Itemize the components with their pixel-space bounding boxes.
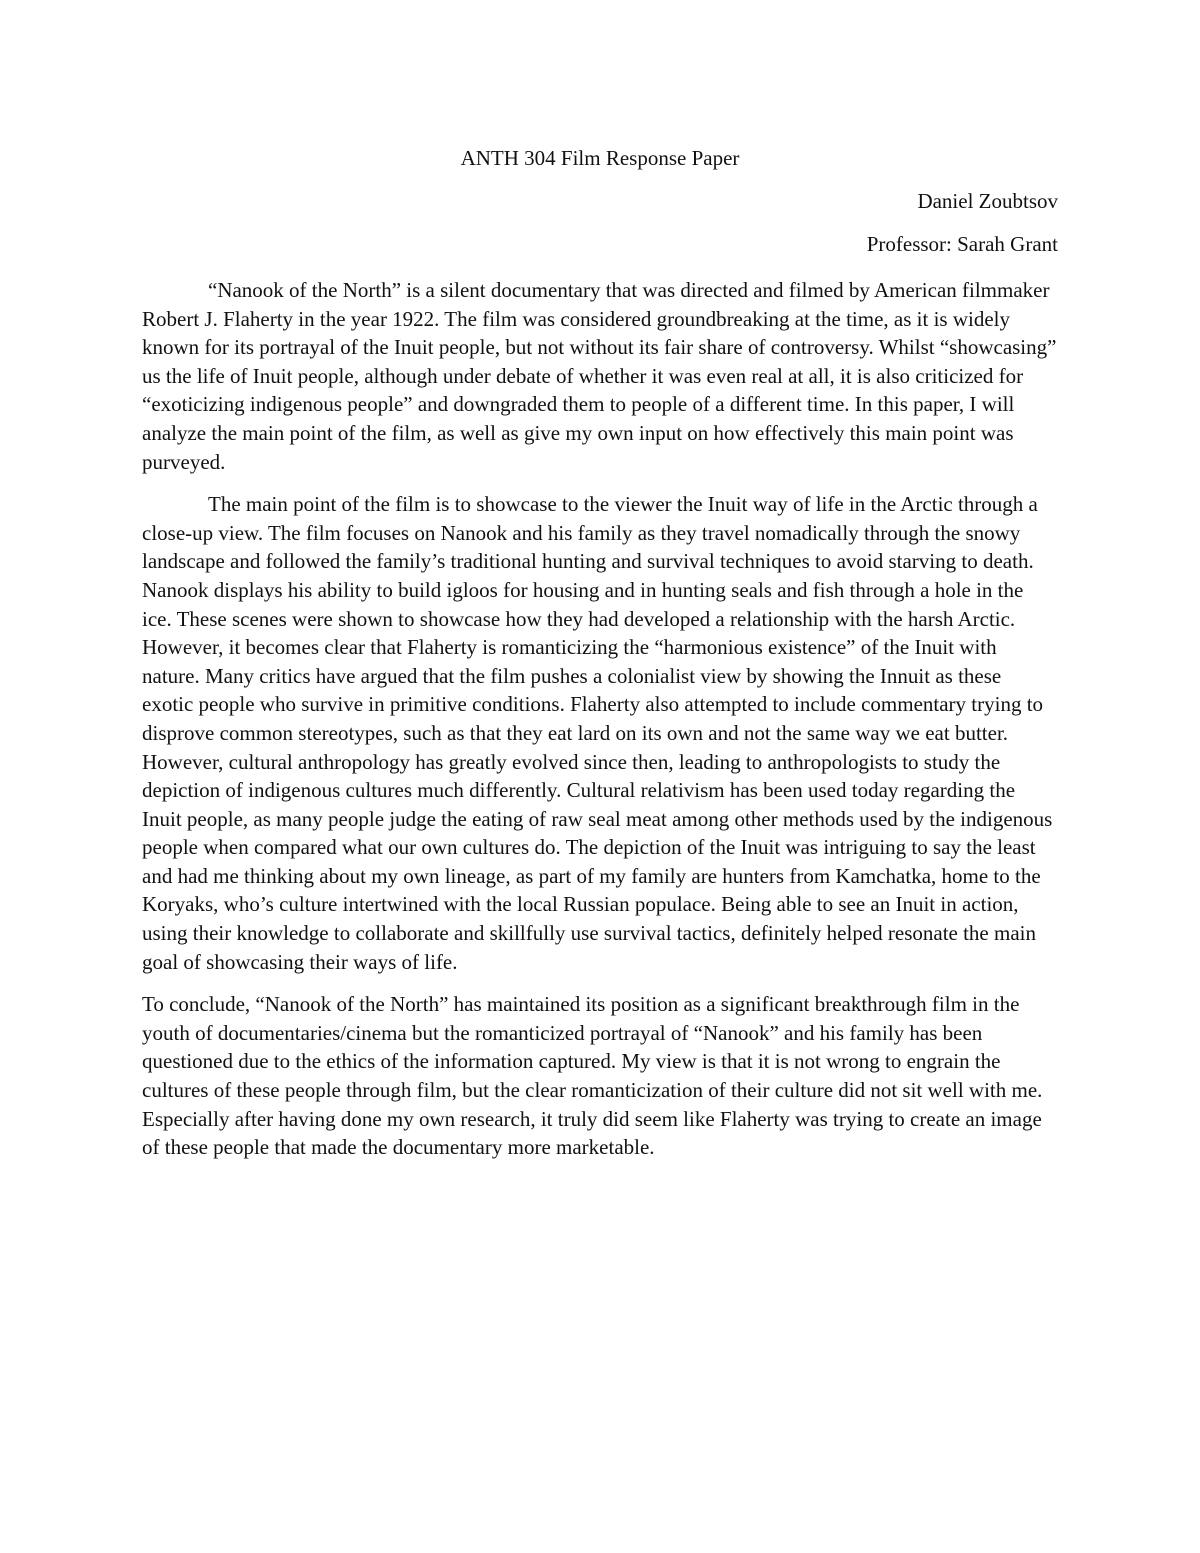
professor-name: Professor: Sarah Grant	[866, 232, 1058, 256]
paragraph-conclusion: To conclude, “Nanook of the North” has maintained its position as a significant breakthrough film in the youth of documentaries/cinema but the romanticized portrayal of “Nanook” and his family has been questioned due to the ethics of the information captured. My view is that it is not wrong to engrain the cultures of these people through film, but the clear romanticization of their culture did not sit well with me. Especially after having done my own research, it truly did seem like Flaherty was trying to create an image of these people that made the documentary more marketable.	[142, 992, 1043, 1160]
author-name: Daniel Zoubtsov	[917, 189, 1058, 213]
paragraph-introduction: “Nanook of the North” is a silent documentary that was directed and filmed by American filmmaker Robert J. Flaherty in the year 1922. The film was considered groundbreaking at the time, as it is widely known for its portrayal of the Inuit people, but not without its fair share of controversy. Whilst “showcasing” us the life of Inuit people, although under debate of whether it was even real at all, it is also criticized for “exoticizing indigenous people” and downgraded them to people of a different time. In this paper, I will analyze the main point of the film, as well as give my own input on how effectively this main point was purveyed.	[142, 278, 1057, 474]
paper-title: ANTH 304 Film Response Paper	[460, 146, 740, 170]
paper-body	[142, 276, 1057, 1176]
paragraph-main-point: The main point of the film is to showcase to the viewer the Inuit way of life in the Arctic through a close-up view. The film focuses on Nanook and his family as they travel nomadically through the snowy landscape and followed the family’s traditional hunting and survival techniques to avoid starving to death. Nanook displays his ability to build igloos for housing and in hunting seals and fish through a hole in the ice. These scenes were shown to showcase how they had developed a relationship with the harsh Arctic. However, it becomes clear that Flaherty is romanticizing the “harmonious existence” of the Inuit with nature. Many critics have argued that the film pushes a colonialist view by showing the Innuit as these exotic people who survive in primitive conditions. Flaherty also attempted to include commentary trying to disprove common stereotypes, such as that they eat lard on its own and not the same way we eat butter. However, cultural anthropology has greatly evolved since then, leading to anthropologists to study the depiction of indigenous cultures much differently. Cultural relativism has been used today regarding the Inuit people, as many people judge the eating of raw seal meat among other methods used by the indigenous people when compared what our own cultures do. The depiction of the Inuit was intriguing to say the least and had me thinking about my own lineage, as part of my family are hunters from Kamchatka, home to the Koryaks, who’s culture intertwined with the local Russian populace. Being able to see an Inuit in action, using their knowledge to collaborate and skillfully use survival tactics, definitely helped resonate the main goal of showcasing their ways of life.	[142, 492, 1053, 974]
